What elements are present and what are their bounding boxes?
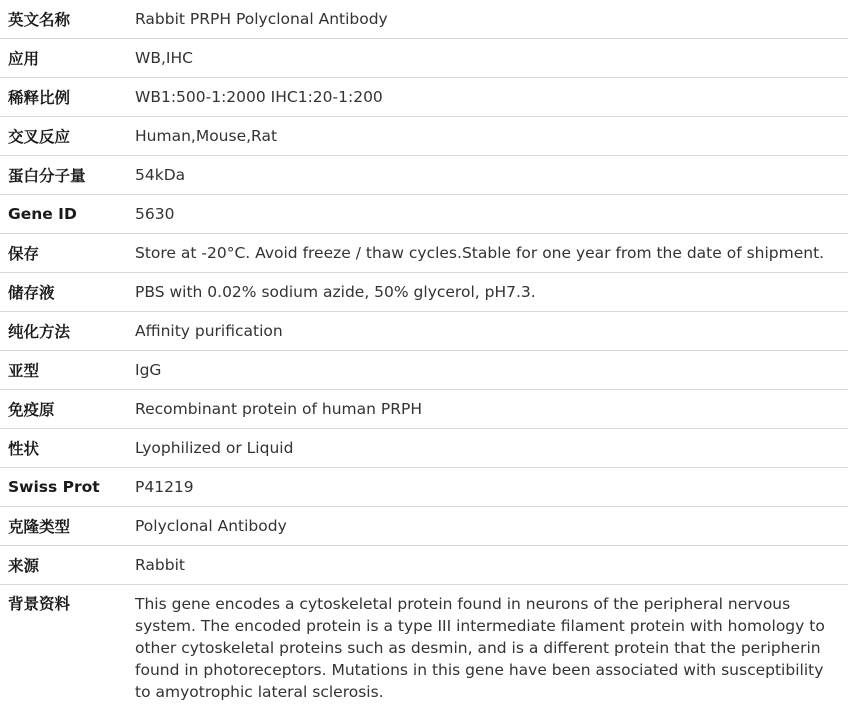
spec-row-storage [0,234,848,273]
spec-row-gene-id [0,195,848,234]
spec-value: P41219 [135,478,194,496]
spec-row-purification [0,312,848,351]
spec-label: 免疫原 [8,401,55,419]
spec-row-immunogen [0,390,848,429]
spec-row-swiss-prot [0,468,848,507]
spec-value: Polyclonal Antibody [135,517,287,535]
spec-value: 5630 [135,205,175,223]
spec-value: Human,Mouse,Rat [135,127,278,145]
spec-value: Rabbit PRPH Polyclonal Antibody [135,10,388,28]
spec-label: 储存液 [8,284,55,302]
spec-label: 应用 [8,50,40,68]
spec-value: PBS with 0.02% sodium azide, 50% glycerol, pH7.3. [135,283,536,301]
spec-label: 保存 [8,245,40,263]
spec-value: WB1:500-1:2000 IHC1:20-1:200 [135,88,383,106]
spec-row-cross-reactivity [0,117,848,156]
spec-value: This gene encodes a cytoskeletal protein found in neurons of the peripheral nervous system. The encoded protein is a type III intermediate filament protein with homology to other cytoskeletal proteins such as desmin, and is a different protein that the peripherin found in photoreceptors. Mutations in this gene have been associated with susceptibility to amyotrophic lateral sclerosis. [135,595,825,701]
spec-value: Lyophilized or Liquid [135,439,294,457]
spec-row-english-name [0,0,848,39]
spec-row-background [0,585,848,703]
spec-row-storage-buffer [0,273,848,312]
spec-label: 性状 [8,440,40,458]
spec-label: 纯化方法 [8,323,71,341]
spec-value: 54kDa [135,166,186,184]
spec-value: IgG [135,361,162,379]
spec-row-dilution [0,78,848,117]
spec-row-application [0,39,848,78]
spec-label: 来源 [8,557,40,575]
spec-label: 亚型 [8,362,40,380]
spec-label: 克隆类型 [8,518,71,536]
spec-row-isotype [0,351,848,390]
spec-label: 交叉反应 [8,128,71,146]
spec-label: Swiss Prot [8,478,100,496]
spec-row-form [0,429,848,468]
spec-value: Store at -20°C. Avoid freeze / thaw cycles.Stable for one year from the date of shipment. [135,244,825,262]
spec-row-molecular-weight [0,156,848,195]
spec-label: Gene ID [8,205,77,223]
spec-label: 稀释比例 [8,89,71,107]
spec-value: WB,IHC [135,49,193,67]
spec-label: 蛋白分子量 [8,167,86,185]
spec-value: Recombinant protein of human PRPH [135,400,423,418]
spec-value: Affinity purification [135,322,283,340]
spec-value: Rabbit [135,556,185,574]
spec-label: 背景资料 [8,595,71,613]
spec-row-host [0,546,848,585]
spec-row-clonality [0,507,848,546]
spec-label: 英文名称 [8,11,71,29]
